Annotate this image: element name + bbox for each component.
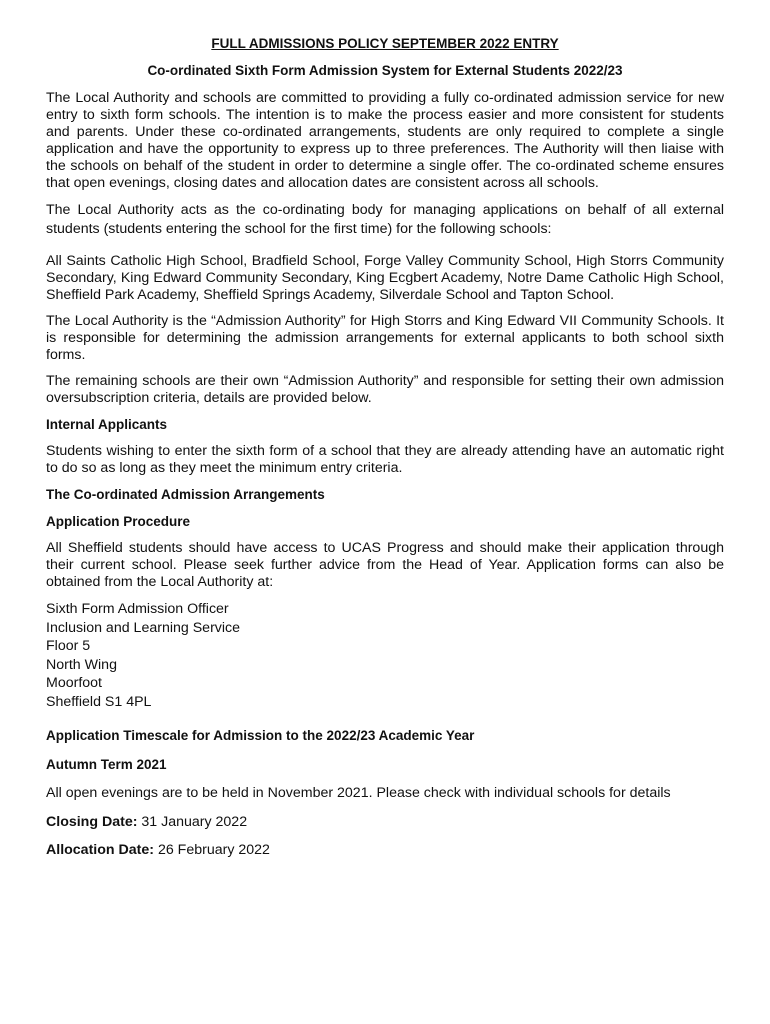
page-title: FULL ADMISSIONS POLICY SEPTEMBER 2022 ENTRY [211, 36, 559, 51]
address-line: North Wing [46, 656, 117, 673]
allocation-date [46, 842, 724, 859]
address-line: Moorfoot [46, 675, 102, 691]
closing-date [46, 814, 724, 831]
open-evenings-paragraph: All open evenings are to be held in November 2021. Please check with individual schools for details [46, 785, 671, 801]
address-line: Floor 5 [46, 638, 91, 654]
allocation-date-value: 26 February 2022 [154, 842, 270, 858]
closing-date-value: 31 January 2022 [137, 814, 248, 830]
coordinated-arrangements-heading: The Co-ordinated Admission Arrangements [46, 487, 325, 502]
remaining-schools-paragraph: The remaining schools are their own “Admission Authority” and responsible for setting their own admission oversubscription criteria, details are provided below. [46, 373, 724, 406]
application-procedure-heading: Application Procedure [46, 514, 191, 529]
admission-authority-paragraph: The Local Authority is the “Admission Authority” for High Storrs and King Edward VII Community Schools. It is responsible for determining the admission arrangements for external applicants to both school sixth forms. [46, 313, 724, 363]
timescale-heading: Application Timescale for Admission to the 2022/23 Academic Year [46, 728, 475, 743]
internal-applicants-paragraph: Students wishing to enter the sixth form of a school that they are already attending have an automatic right to do so as long as they meet the minimum entry criteria. [46, 443, 724, 476]
closing-date-label: Closing Date: [46, 814, 138, 830]
page-subtitle: Co-ordinated Sixth Form Admission System for External Students 2022/23 [147, 63, 623, 78]
intro-paragraph: The Local Authority and schools are committed to providing a fully co-ordinated admission service for new entry to sixth form schools. The intention is to make the process easier and more consistent for students and parents. Under these co-ordinated arrangements, students are only required to complete a single application and have the opportunity to express up to three preferences. The Authority will then liaise with the schools on behalf of the student in order to determine a single offer. The co-ordinated scheme ensures that open evenings, closing dates and allocation dates are consistent across all schools. [46, 90, 724, 191]
address-line: Sheffield S1 4PL [46, 693, 152, 710]
coordinating-body-paragraph: The Local Authority acts as the co-ordinating body for managing applications on behalf of all external students (students entering the school for the first time) for the following schools: [46, 202, 724, 237]
address-line: Sixth Form Admission Officer [46, 601, 229, 617]
address-line: Inclusion and Learning Service [46, 619, 241, 636]
internal-applicants-heading: Internal Applicants [46, 417, 168, 432]
allocation-date-label: Allocation Date: [46, 842, 154, 858]
address-block [46, 600, 724, 711]
autumn-term-heading: Autumn Term 2021 [46, 757, 167, 772]
application-procedure-paragraph: All Sheffield students should have access to UCAS Progress and should make their application through their current school. Please seek further advice from the Head of Year. Application forms can also be obtained from the Local Authority at: [46, 540, 724, 590]
school-list-paragraph: All Saints Catholic High School, Bradfield School, Forge Valley Community School, High Storrs Community Secondary, King Edward Community Secondary, King Ecgbert Academy, Notre Dame Catholic High School, Sheffield Park Academy, Sheffield Springs Academy, Silverdale School and Tapton School. [46, 253, 724, 303]
